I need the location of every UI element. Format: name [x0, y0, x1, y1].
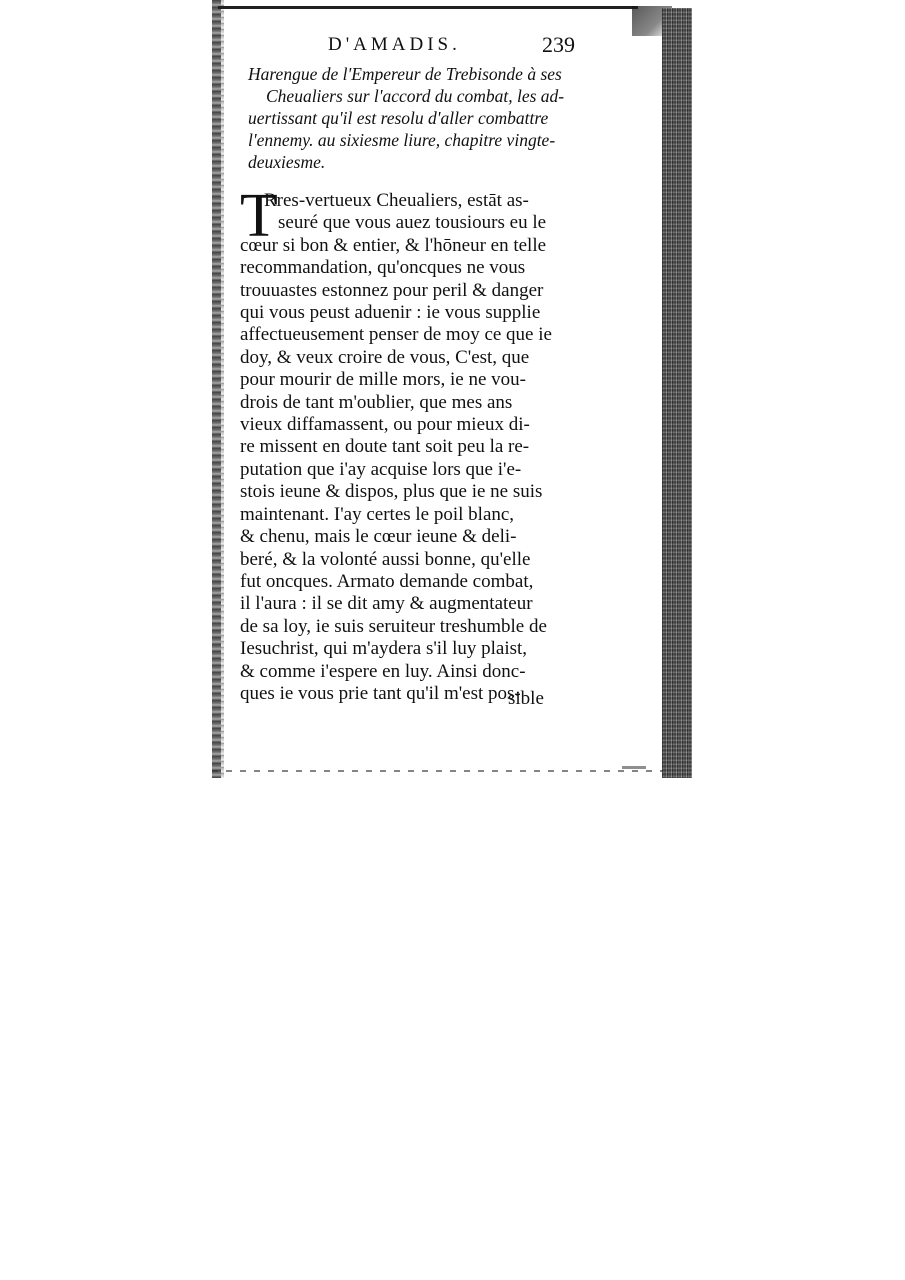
text-line: & comme i'espere en luy. Ainsi donc- — [240, 660, 526, 682]
text-line: Rres-vertueux Cheualiers, estāt as- — [264, 190, 529, 211]
heading-line: l'ennemy. au sixiesme liure, chapitre vingte- — [248, 130, 556, 150]
bottom-page-edge — [212, 770, 662, 772]
top-page-edge — [218, 6, 638, 9]
drop-cap: T — [240, 182, 278, 250]
text-line: recommandation, qu'oncques ne vous — [240, 257, 526, 279]
text-line: qui vous peust aduenir : ie vous supplie — [240, 302, 541, 324]
text-line: maintenant. I'ay certes le poil blanc, — [240, 503, 515, 525]
text-line: re missent en doute tant soit peu la re- — [240, 436, 530, 458]
text-line: drois de tant m'oublier, que mes ans — [240, 391, 513, 413]
text-line: il l'aura : il se dit amy & augmentateur — [240, 593, 533, 615]
text-line: fut oncques. Armato demande combat, — [240, 570, 534, 592]
heading-line: deuxiesme. — [248, 152, 326, 172]
text-line: beré, & la volonté aussi bonne, qu'elle — [240, 548, 531, 570]
left-binding-edge — [212, 0, 221, 778]
text-line: cœur si bon & entier, & l'hōneur en telle — [240, 234, 547, 256]
page-number: 239 — [542, 32, 575, 57]
text-line: putation que i'ay acquise lors que i'e- — [240, 458, 522, 480]
text-line: seuré que vous auez tousiours eu le — [278, 212, 547, 234]
ink-smudge — [622, 766, 646, 769]
text-line: de sa loy, ie suis seruiteur treshumble de — [240, 615, 547, 637]
scanned-page — [212, 0, 692, 778]
chapter-heading — [248, 63, 588, 173]
heading-line: uertissant qu'il est resolu d'aller combattre — [248, 108, 549, 128]
text-line: & chenu, mais le cœur ieune & deli- — [240, 526, 517, 548]
text-line: trouuastes estonnez pour peril & danger — [240, 279, 544, 301]
text-line: ques ie vous prie tant qu'il m'est pos- — [240, 682, 521, 704]
text-line: affectueusement penser de moy ce que ie — [240, 324, 552, 346]
body-text — [240, 182, 580, 705]
text-line: stois ieune & dispos, plus que ie ne suis — [240, 481, 543, 503]
right-edge-texture — [662, 8, 692, 778]
catchword: sible — [508, 688, 544, 709]
text-line: pour mourir de mille mors, ie ne vou- — [240, 369, 526, 391]
text-line: doy, & veux croire de vous, C'est, que — [240, 346, 530, 368]
text-line: vieux diffamassent, ou pour mieux di- — [240, 414, 530, 436]
heading-line: Harengue de l'Empereur de Trebisonde à ses — [248, 64, 562, 84]
running-head: D'AMADIS. — [328, 34, 461, 55]
left-page-edge — [221, 0, 224, 778]
text-line: Iesuchrist, qui m'aydera s'il luy plaist, — [240, 638, 528, 660]
heading-line: Cheualiers sur l'accord du combat, les ad- — [266, 86, 565, 106]
